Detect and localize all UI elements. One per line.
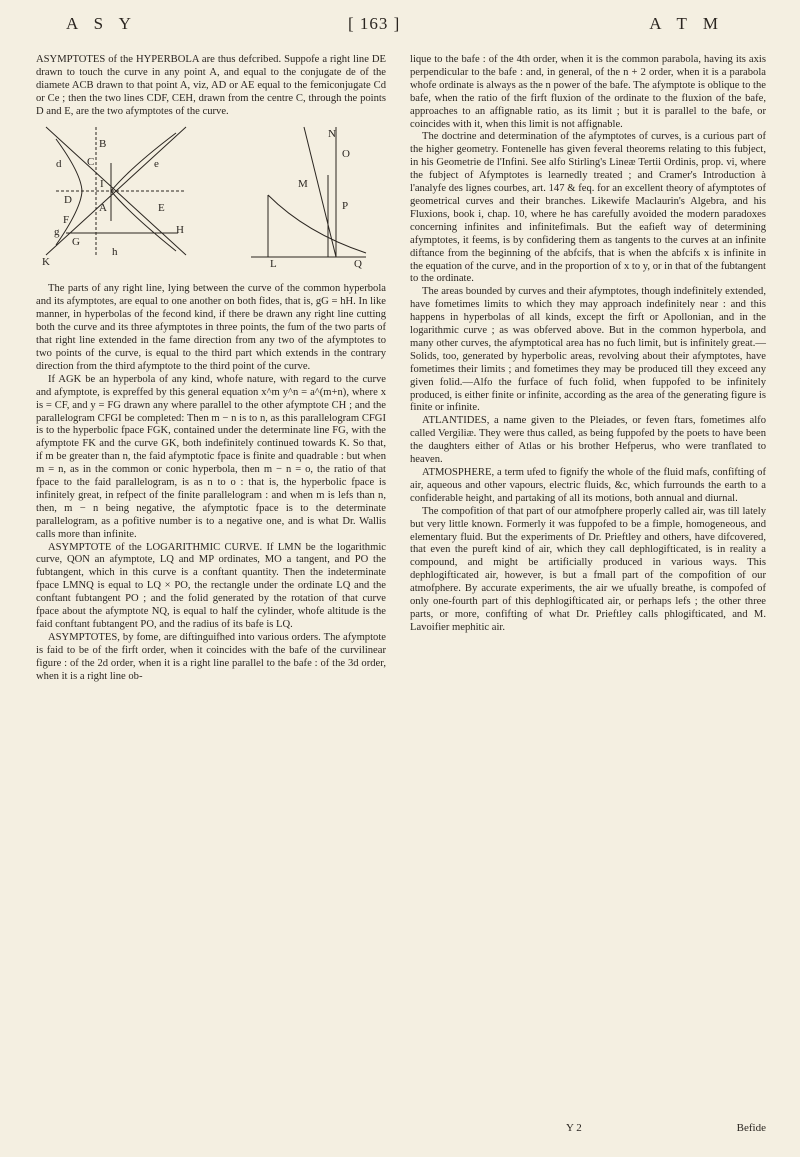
catchword: Befide	[736, 1122, 766, 1134]
label-G: G	[72, 235, 80, 248]
paragraph-atlantides: ATLANTIDES, a name given to the Pleiades, or feven ftars, fometimes alfo called Vergiliæ. They were thus called, as being fuppofed by the poets to have been the daughters either of Atlas or his brother Hefperus, who were tranflated to heaven.	[410, 415, 766, 466]
label-K: K	[42, 255, 50, 268]
label-P: P	[342, 199, 349, 212]
right-column	[410, 54, 766, 635]
label-H: H	[176, 223, 184, 236]
paragraph-atmosphere: ATMOSPHERE, a term ufed to fignify the whole of the fluid mafs, confifting of air, aqueous and other vapours, electric fluids, &c, which furrounds the earth to a confiderable height, and partaking of all its motions, both annual and diurnal.	[410, 467, 766, 504]
label-I: I	[100, 177, 104, 190]
label-e: e	[154, 157, 159, 170]
paragraph-composition: The compofition of that part of our atmofphere properly called air, was till lately but very little known. Formerly it was fuppofed to be a fimple, homogeneous, and elementary fluid. But the experiments of Dr. Prieftley and others, have difcovered, that even the pureft kind of air, which they call dephlogifticated, is in reality a compound, and might be artificially produced in various ways. This dephlogifticated air, however, is but a fmall part of the compofition of our atmofphere. By accurate experiments, the air we ufually breathe, is compofed of only one-fourth part of this dephlogifticated air, or perhaps lefs ; the other three parts, or more, confifting of what Dr. Prieftley calls phlogifticated, and M. Lavoifier mephitic air.	[410, 505, 766, 633]
page-number: [ 163 ]	[348, 14, 401, 33]
label-A: A	[99, 201, 107, 214]
paragraph-order-continued: lique to the bafe : of the 4th order, when it is the common parabola, having its axis perpendicular to the bafe : and, in general, of the n + 2 order, when it is a parabola whofe ordinate is always as the n power of the bafe. The afymptote is oblique to the bafe, when the ratio of the firft fluxion of the ordinate to the fluxion of the bafe, approaches to an affignable ratio, as its limit ; but it is parallel to the bafe, or coincides with it, when this limit is not affignable.	[410, 54, 766, 130]
left-column	[36, 54, 386, 684]
label-Q: Q	[354, 257, 362, 270]
label-B: B	[99, 137, 107, 150]
header-left: A S Y	[66, 14, 137, 33]
paragraph-areas: The areas bounded by curves and their afymptotes, though indefinitely extended, have fometimes limits to which they may approach indefinitely near : and this happens in hyperbolas of all kinds, except the firft or Apollonian, and in the logarithmic curve ; as was obferved above. But in the common hyperbola, and many other curves, the afymptotical area has no fuch limit, but is infinitely great.—Solids, too, generated by hyperbolic areas, revolving about their afymptotes, have fometimes their limits ; and fometimes they may be produced till they exceed any given folid.—Alfo the furface of fuch folid, when fuppofed to be infinitely produced, is either finite or infinite, according as the area of the generating figure is finite or infinite.	[410, 286, 766, 414]
tangent-mo	[304, 127, 336, 257]
logarithmic-curve	[268, 195, 366, 253]
label-d: d	[56, 157, 62, 170]
running-header	[36, 14, 764, 44]
paragraph-parts-of-line: The parts of any right line, lying between the curve of the common hyperbola and its afymptotes, are equal to one another on both fides, that is, gG = hH. In like manner, in hyperbolas of the fecond kind, if there be drawn any right line cutting both the curve and its three afymptotes in three points, the fum of the two parts of that right line extended in the fame direction from any two of the afymptotes to two points of the curve, is equal to the third part which extends in the contrary direction from the third afymptote to the third point of the curve.	[36, 283, 386, 372]
label-O: O	[342, 147, 350, 160]
label-h: h	[112, 245, 118, 258]
label-N: N	[328, 127, 336, 140]
label-L: L	[270, 257, 277, 270]
hyperbola-branch-left	[56, 139, 82, 245]
page-footer	[410, 1122, 766, 1138]
label-M: M	[298, 177, 308, 190]
label-C: C	[87, 155, 95, 168]
geometry-figure	[36, 125, 386, 271]
paragraph-logarithmic-curve: ASYMPTOTE of the LOGARITHMIC CURVE. If LMN be the logarithmic curve, QON an afymptote, LQ and MP ordinates, MO a tangent, and PO the fubtangent, which in this curve is a conftant quantity. Then the indeterminate fpace LMNQ is equal to LQ × PO, the rectangle under the ordinate LQ and the conftant fubtangent PO ; and the folid generated by the rotation of that curve fpace about the afymptote NQ, is equal to half the cylinder, whofe altitude is the faid conftant fubtangent PO, and the radius of its bafe is LQ.	[36, 541, 386, 630]
header-right: A T M	[649, 14, 724, 33]
label-g: g	[54, 225, 60, 238]
label-E: E	[158, 201, 165, 214]
paragraph-asymptote-orders: ASYMPTOTES, by fome, are diftinguifhed into various orders. The afymptote is faid to be of the firft order, when it coincides with the bafe of the curvilinear figure : of the 2d order, when it is a right line parallel to the bafe : of the 3d order, when it is a right line ob-	[36, 631, 386, 682]
paragraph-asymptotes-hyperbola: ASYMPTOTES of the HYPERBOLA are thus defcribed. Suppofe a right line DE drawn to touch the curve in any point A, and equal to the conjugate de of the diamete ACB drawn to that point A, viz, AD or AE equal to the femiconjugate Cd or Ce ; then the two lines CDF, CEH, drawn from the centre C, through the points D and E, are the two afymptotes of the curve.	[36, 54, 386, 117]
paragraph-doctrine: The doctrine and determination of the afymptotes of curves, is a curious part of the higher geometry. Fontenelle has given feveral theorems relating to this fubject, in his Geometrie de l'Infini. See alfo Stirling's Lineæ Tertii Ordinis, prop. vi, where the fubject of Afymptotes is learnedly treated ; and Cramer's Introduction à l'analyfe des lignes courbes, art. 147 & feq. for an excellent theory of afymptotes of geometrical curves and their branches. Likewife Maclaurin's Algebra, and his Fluxions, book i, chap. 10, where he has carefully avoided the modern paradoxes concerning infinites and infinitefimals. But the eafieft way of determining afymptotes, it feems, is by confidering them as tangents to the curves at an infinite diftance from the beginning of the abfcifs, that is when the abfcifs x is infinite in the equation of the curve, and in the proportion of x to y, or in that of the fubtangent to the ordinate.	[410, 131, 766, 285]
label-D: D	[64, 193, 72, 206]
label-F: F	[63, 213, 70, 226]
signature-mark: Y 2	[566, 1122, 582, 1134]
paragraph-agk-hyperbola: If AGK be an hyperbola of any kind, whofe nature, with regard to the curve and afymptote, is expreffed by this general equation x^m y^n = a^(m+n), where x is = CF, and y = FG drawn any where parallel to the other afymptote CH ; and the parallelogram CFGI be completed: Then m − n is to n, as this parallelogram CFGI is to the hyperbolic fpace FGK, contained under the determinate line FG, with the afymptote FK and the curve GK, both indefinitely continued towards K. So that, if m be greater than n, the faid afymptotic fpace is finite and quadrable : but when m = n, as in the common or conic hyperbola, then m − n = o, the ratio of that fpace to the faid parallelogram, is as n to o : that is, the hyperbolic fpace is infinitely great, in refpect of the finite parallelogram : and when m is lefs than n, then, m − n being negative, the afymptotic fpace is to the determinate parallelogram, as a pofitive number is to a negative one, and is what Dr. Wallis calls more than infinite.	[36, 373, 386, 540]
